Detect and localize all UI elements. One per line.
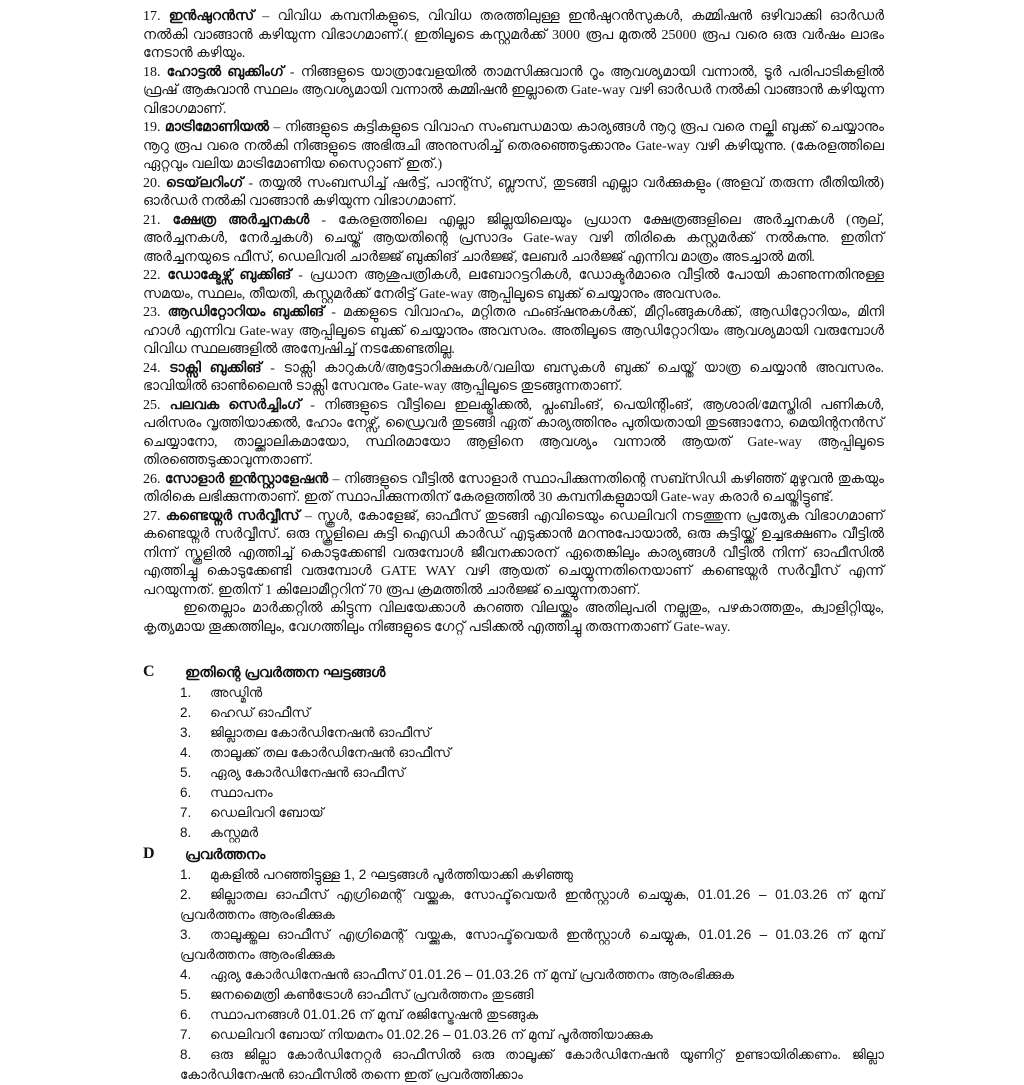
item-text: – നിങ്ങളുടെ കുട്ടികളുടെ വിവാഹ സംബന്ധമായ കാര്യങ്ങൾ നൂറു രൂപ വരെ നല്കി ബുക്ക് ചെയ്യാനും നൂറു രൂപ വരെ നൽകി നിങ്ങളുടെ അഭിരുചി അനുസരിച്ച് തെരഞ്ഞെടുക്കാനും Gate-way വഴി കഴിയുന്നു. (കേരളത്തിലെ ഏറ്റവും വലിയ മാട്രിമോണിയ സൈറ്റാണ് ഇത്.) [143,120,885,172]
item-title: ഡോക്ടേഴ്സ് ബുക്കിങ് [167,268,292,283]
section-c [143,663,884,843]
list-item [180,723,884,743]
service-list [143,8,884,637]
list-item-number: 8. [180,825,192,840]
list-item [180,1025,884,1045]
list-item-text: ജില്ലാതല ഓഫീസ് എഗ്രിമെന്റ് വയ്ക്കുക, സോഫ്ട്‌വെയർ ഇൻസ്റ്റാൾ ചെയ്യുക, 01.01.26 – 01.03.26 ന് മുമ്പ് പ്രവർത്തനം ആരംഭിക്കുക [180,887,884,922]
list-item-number: 6. [180,785,192,800]
item-title: ഹോട്ടൽ ബുക്കിംഗ് [166,64,284,80]
list-item [180,683,884,703]
item-number: 23. [143,305,161,320]
list-item [180,703,884,723]
item-number: 25. [143,397,161,413]
service-item-27 [143,508,884,601]
item-text: - ടാക്സി കാറുകൾ/ആട്ടോറിക്ഷകൾ/വലിയ ബസുകൾ ബുക്ക് ചെയ്ത് യാത്ര ചെയ്യാൻ അവസരം. ഭാവിയിൽ ഓൺലൈൻ ടാക്സി സേവനും Gate-way ആപ്പിലൂടെ തുടങ്ങുന്നതാണ്. [143,360,885,394]
list-item-number: 8. [180,1047,192,1062]
item-number: 24. [143,360,161,376]
item-number: 19. [143,120,161,135]
list-item-number: 2. [180,887,192,902]
list-item [180,763,884,783]
list-item [180,985,884,1005]
service-item-24 [143,360,884,397]
item-title: ടാക്സി ബുക്കിങ് [169,360,262,376]
service-item-20 [143,175,884,212]
item-text: – വിവിധ കമ്പനികളുടെ, വിവിധ തരത്തിലുള്ള ഇൻഷുറൻസുകൾ, കമ്മിഷൻ ഒഴിവാക്കി ഓർഡർ നൽകി വാങ്ങാൻ കഴിയുന്ന വിഭാഗമാണ്.( ഇതിലൂടെ കസ്റ്റമർക്ക് 3000 രൂപ മുതൽ 25000 രൂപ വരെ ഒരു വർഷം ലാഭം നേടാൻ കഴിയും. [143,9,885,61]
item-text: - നിങ്ങളുടെ യാത്രാവേളയിൽ താമസിക്കുവാൻ റൂം ആവശ്യമായി വന്നാൽ, ടൂർ പരിപാടികളിൽ ഫ്രഷ് ആകുവാൻ സ്ഥലം ആവശ്യമായി വന്നാൽ കമ്മിഷൻ ഇല്ലാതെ Gate-way വഴി ഓർഡർ നൽകി വാങ്ങാൻ കഴിയുന്ന വിഭാഗമാണ്. [143,64,884,117]
list-item-text: ജനമൈത്രി കൺട്രോൾ ഓഫീസ് പ്രവർത്തനം തുടങ്ങി [210,987,534,1002]
list-item-text: ജില്ലാതല കോർഡിനേഷൻ ഓഫീസ് [210,725,431,740]
section-d-header [143,845,884,865]
section-heading: പ്രവർത്തനം [185,847,266,863]
list-item-text: കസ്റ്റമർ [210,825,259,840]
item-title: ഇൻഷുറൻസ് [168,9,255,24]
item-text: - തയ്യൽ സംബന്ധിച്ച് ഷർട്ട്, പാന്റ്സ്, ബ്ലൗസ്, തുടങ്ങി എല്ലാ വർക്കുകളും (അളവ് തരുന്ന രീതിയിൽ) ഓർഡർ നൽകി വാങ്ങാൻ കഴിയുന്ന വിഭാഗമാണ്. [143,175,885,209]
item-text: - നിങ്ങളുടെ വീട്ടിലെ ഇലക്ട്രിക്കൽ, പ്ലംബിംങ്, പെയിന്റിംങ്, ആശാരി/മേസ്തിരി പണികൾ, പരിസരം വൃത്തിയാക്കൽ, ഹോം നേഴ്സ്, ഡ്രൈവർ തുടങ്ങി ഏത് കാര്യത്തിനും പുതിയതായി തുടങ്ങാനോ, മെയിന്റനൻസ് ചെയ്യാനോ, താല്ക്കാലികമായോ, സ്ഥിരമായോ ആളിനെ ആവശ്യം വന്നാൽ ആയത് Gate-way ആപ്പിലൂടെ തിരഞ്ഞെടുക്കാവുന്നതാണ്. [143,397,885,468]
item-number: 21. [143,212,161,228]
item-number: 18. [143,64,161,80]
list-item [180,925,884,965]
list-item-number: 4. [180,967,192,982]
list-item [180,743,884,763]
list-item-number: 6. [180,1007,192,1022]
list-item-text: ഏര്യ കോർഡിനേഷൻ ഓഫീസ് [210,765,405,780]
list-item-number: 5. [180,987,192,1002]
list-item-text: അഡ്മിൻ [210,685,263,700]
list-item-text: ഏര്യ കോർഡിനേഷൻ ഓഫീസ് 01.01.26 – 01.03.26 ന് മുമ്പ് പ്രവർത്തനം ആരംഭിക്കുക [210,967,735,982]
section-c-header [143,663,884,683]
service-item-17 [143,8,884,64]
list-item-number: 3. [180,927,192,942]
item-number: 22. [143,268,161,283]
section-c-list [180,683,884,843]
list-item [180,823,884,843]
list-item-text: താലൂക്ക് തല കോർഡിനേഷൻ ഓഫീസ് [210,745,451,760]
section-letter: D [143,845,155,862]
service-item-19 [143,119,884,175]
item-text: - മക്കളുടെ വിവാഹം, മറ്റിതര ഫംങ്ഷനുകൾക്ക്, മീറ്റിംങ്ങുകൾക്ക്, ആഡിറ്റോറിയം, മിനി ഹാൾ എന്നിവ Gate-way ആപ്പിലൂടെ ബുക്ക് ചെയ്യാനും അവസരം. അതിലൂടെ ആഡിറ്റോറിയം ആവശ്യമായി വരുമ്പോൾ വിവിധ സ്ഥലങ്ങളിൽ അന്വേഷിച്ച് നടക്കേണ്ടതില്ല. [143,305,885,357]
section-d-list [180,865,884,1085]
item-number: 27. [143,508,161,524]
list-item-text: ഒരു ജില്ലാ കോർഡിനേറ്റർ ഓഫീസിൽ ഒരു താലൂക്ക് കോർഡിനേഷൻ യൂണിറ്റ് ഉണ്ടായിരിക്കണം. ജില്ലാ കോർഡിനേഷൻ ഓഫീസിൽ തന്നെ ഇത് പ്രവർത്തിക്കാം [180,1047,884,1082]
list-item-text: താലൂക്ക്തല ഓഫീസ് എഗ്രിമെന്റ് വയ്ക്കുക, സോഫ്ട്‌വെയർ ഇൻസ്റ്റാൾ ചെയ്യുക, 01.01.26 – 01.03.26 ന് മുമ്പ് പ്രവർത്തനം ആരംഭിക്കുക [180,927,884,962]
item-title: പലവക സെർച്ചിംഗ് [169,397,302,413]
list-item [180,1005,884,1025]
section-heading: ഇതിന്റെ പ്രവർത്തന ഘട്ടങ്ങൾ [185,665,386,681]
list-item [180,885,884,925]
list-item-number: 4. [180,745,192,760]
list-item-text: മുകളിൽ പറഞ്ഞിട്ടുള്ള 1, 2 ഘട്ടങ്ങൾ പൂർത്തിയാക്കി കഴിഞ്ഞു [210,867,573,882]
item-title: കണ്ടെയ്നർ സർവ്വീസ് [165,508,300,524]
item-title: സോളാർ ഇൻസ്റ്റാളേഷൻ [164,471,329,487]
list-item-text: ഡെലിവറി ബോയ് നിയമനം 01.02.26 – 01.03.26 ന് മുമ്പ് പൂർത്തിയാക്കുക [210,1027,653,1042]
item-number: 26. [143,471,161,487]
list-item-number: 7. [180,1027,192,1042]
list-item [180,1045,884,1085]
section-d [143,845,884,1085]
list-item [180,965,884,985]
section-letter: C [143,663,155,680]
item-title: ആഡിറ്റോറിയം ബുക്കിങ് [167,305,325,320]
list-item-text: ഹെഡ് ഓഫീസ് [210,705,310,720]
list-item-text: സ്ഥാപനങ്ങൾ 01.01.26 ന് മുമ്പ് രജിസ്ട്രേഷൻ തുടങ്ങുക [210,1007,539,1022]
item-text: - കേരളത്തിലെ എല്ലാ ജില്ലയിലെയും പ്രധാന ക്ഷേത്രങ്ങളിലെ അർച്ചനകൾ (നൂല്, അർച്ചനകൾ, നേർച്ചകൾ) ചെയ്ത് ആയതിന്റെ പ്രസാദം Gate-way വഴി തിരികെ കസ്റ്റമർക്ക് നൽകുന്നു. ഇതിന് അർച്ചനയുടെ ഫീസ്, ഡെലിവരി ചാർജ്ജ് ബുക്കിങ് ചാർജ്ജ്, ലേബർ ചാർജ്ജ് എന്നിവ മാത്രം അടച്ചാൽ മതി. [143,212,885,265]
service-item-26 [143,471,884,508]
list-item-number: 5. [180,765,192,780]
list-item [180,783,884,803]
list-item [180,865,884,885]
item-number: 17. [143,9,161,24]
item-text: – സ്കൂൾ, കോളേജ്, ഓഫീസ് തുടങ്ങി എവിടെയും ഡെലിവറി നടത്തുന്ന പ്രത്യേക വിഭാഗമാണ് കണ്ടെയ്നർ സർവ്വീസ്. ഒരു സ്കൂളിലെ കുട്ടി ഐഡി കാർഡ് എടുക്കാൻ മറന്നുപോയാൽ, ഒരു കുട്ടിയ്ക്ക് ഉച്ചഭക്ഷണം വീട്ടിൽ നിന്ന് സ്കൂളിൽ എത്തിച്ച് കൊടുക്കേണ്ടി വരുമ്പോൾ ജീവനക്കാരന് ഏതെങ്കിലും കാര്യങ്ങൾ വീട്ടിൽ നിന്ന് ഓഫീസിൽ എത്തിച്ചു കൊടുക്കേണ്ടി വരുമ്പോൾ GATE WAY വഴി ആയത് ചെയ്യുന്നതിനെയാണ് കണ്ടെയ്നർ സർവ്വീസ് എന്ന് പറയുന്നത്. ഇതിന് 1 കിലോമീറ്ററിന് 70 രൂപ ക്രമത്തിൽ ചാർജ്ജ് ചെയ്യുന്നതാണ്. [143,508,885,598]
list-item [180,803,884,823]
list-item-number: 3. [180,725,192,740]
list-item-number: 7. [180,805,192,820]
list-item-number: 2. [180,705,192,720]
item-text: – നിങ്ങളുടെ വീട്ടിൽ സോളാർ സ്ഥാപിക്കുന്നതിന്റെ സബ്സിഡി കഴിഞ്ഞ് മുഴുവൻ തുകയും തിരികെ ലഭിക്കുന്നതാണ്. ഇത് സ്ഥാപിക്കുന്നതിന് കേരളത്തിൽ 30 കമ്പനികളുമായി Gate-way കരാർ ചെയ്തിട്ടുണ്ട്. [143,471,885,505]
closing-paragraph: ഇതെല്ലാം മാർക്കറ്റിൽ കിട്ടുന്ന വിലയേക്കാൾ കുറഞ്ഞ വിലയ്ക്കും അതിലുപരി നല്ലതും, പഴകാത്തതും, ക്വാളിറ്റിയും, കൃത്യമായ തൂക്കത്തിലും, വേഗത്തിലും നിങ്ങളുടെ ഗേറ്റ് പടിക്കൽ എത്തിച്ചു തരുന്നതാണ് Gate-way. [143,601,884,635]
item-number: 20. [143,175,161,191]
item-title: ക്ഷേത്ര അർച്ചനകൾ [172,212,310,228]
list-item-number: 1. [180,867,192,882]
item-title: ടെയ്‌ലറിംഗ് [165,175,244,191]
service-item-18 [143,64,884,120]
service-item-21 [143,212,884,268]
service-item-23 [143,304,884,360]
list-item-text: സ്ഥാപനം [210,785,273,800]
service-item-22 [143,267,884,304]
item-text: - പ്രധാന ആശുപത്രികൾ, ലബോറട്ടറികൾ, ഡോക്ടർമാരെ വീട്ടിൽ പോയി കാണുന്നതിനുള്ള സമയം, സ്ഥലം, തീയതി, കസ്റ്റമർക്ക് നേരിട്ട് Gate-way ആപ്പിലൂടെ ബുക്ക് ചെയ്യാനും അവസരം. [143,268,885,302]
list-item-number: 1. [180,685,192,700]
service-item-25 [143,397,884,471]
list-item-text: ഡെലിവറി ബോയ് [210,805,324,820]
item-title: മാട്രിമോണിയൽ [164,120,269,135]
